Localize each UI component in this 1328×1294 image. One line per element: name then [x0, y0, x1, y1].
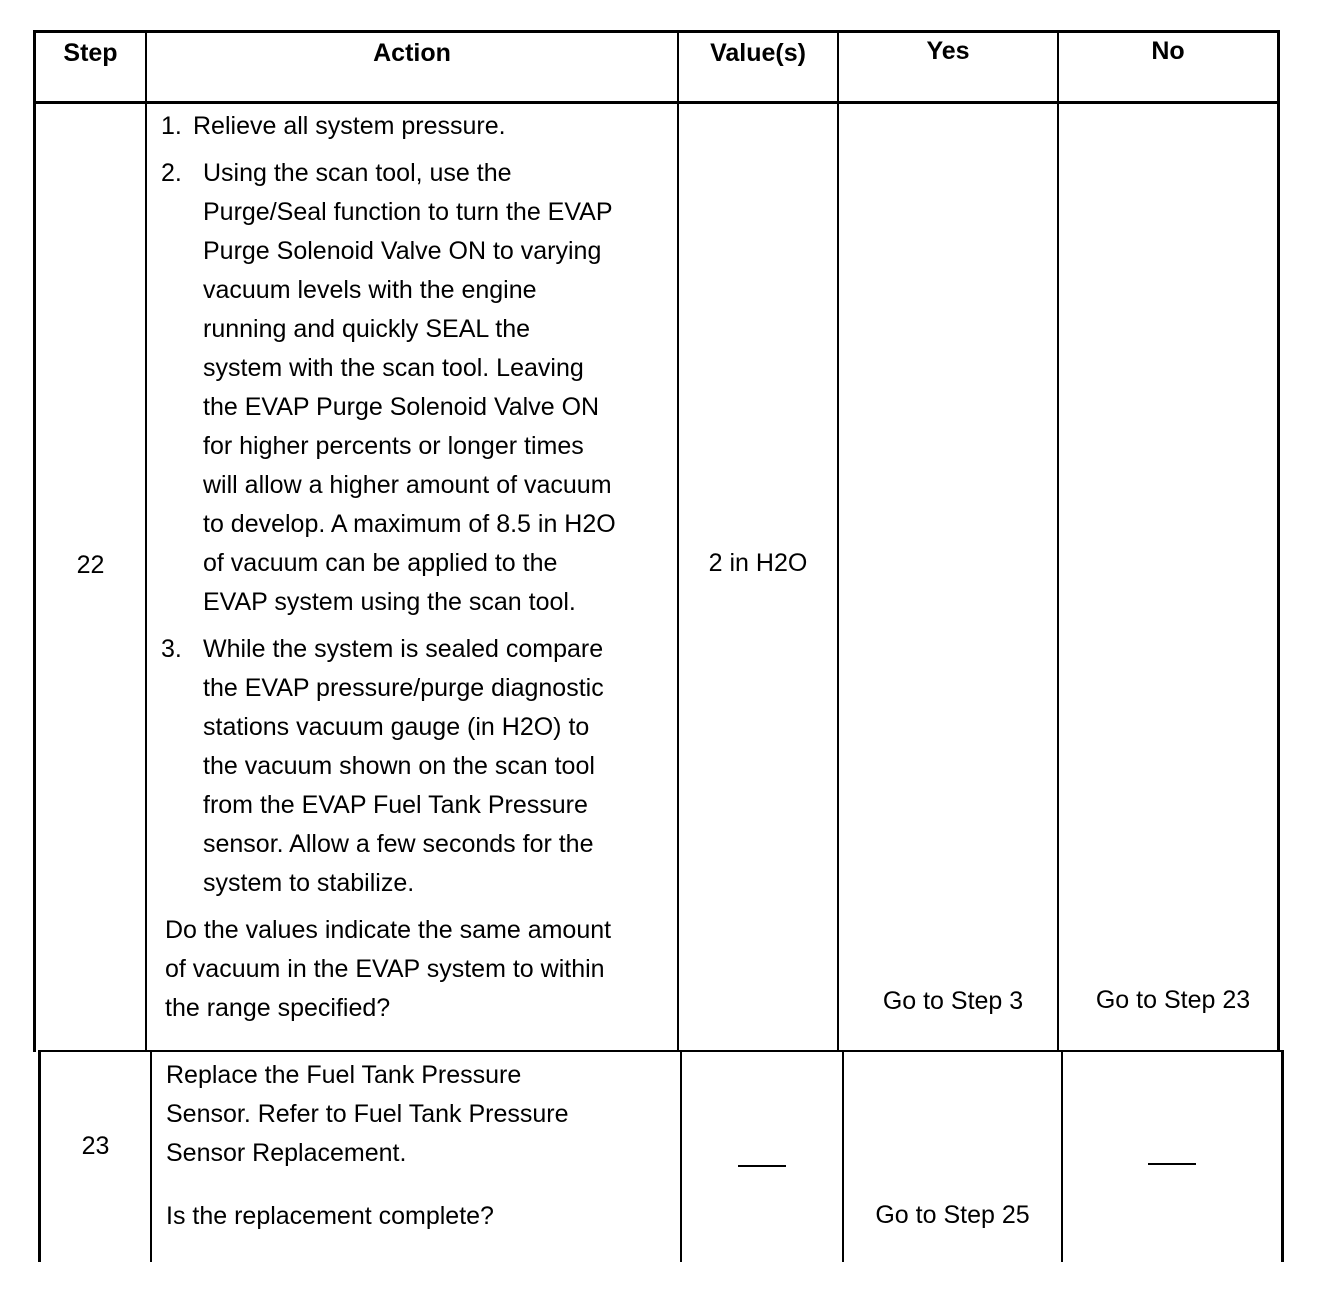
action-steps-list [161, 107, 676, 903]
col-border-right [1281, 1050, 1284, 1262]
action-cell [161, 107, 676, 1028]
action-question: Is the replacement complete? [166, 1202, 494, 1230]
value-cell [682, 1140, 842, 1179]
action-step [161, 154, 676, 622]
col-border-left [33, 30, 36, 1052]
action-step-number: 1. [161, 112, 182, 140]
header-step: Step [63, 39, 118, 67]
row-divider [38, 1050, 1284, 1052]
action-text: Replace the Fuel Tank Pressure Sensor. Refer to Fuel Tank Pressure Sensor Replacement. [166, 1061, 569, 1167]
dash-placeholder [1148, 1163, 1196, 1165]
col-border-yes-no [1057, 30, 1059, 1052]
table-top-border [33, 30, 1280, 33]
col-border-action-value [677, 30, 679, 1052]
step-number: 23 [81, 1132, 110, 1160]
header-action: Action [373, 39, 451, 67]
no-cell [1063, 1138, 1281, 1177]
action-step [161, 630, 676, 903]
action-step-text: While the system is sealed compare the EVAP pressure/purge diagnostic stations vacuum gauge (in H2O) to the vacuum shown on the scan tool from the EVAP Fuel Tank Pressure sensor. Allow a few seconds for the system to stabilize. [203, 635, 604, 897]
col-border-right [1277, 30, 1280, 1052]
col-border-value-yes [837, 30, 839, 1052]
yes-cell: Go to Step 25 [875, 1201, 1030, 1229]
action-question: Do the values indicate the same amount of vacuum in the EVAP system to within the range specified? [165, 916, 612, 1022]
col-border-step-action [150, 1050, 152, 1262]
action-step-number: 2. [161, 159, 182, 187]
step-number: 22 [76, 551, 105, 579]
action-cell [166, 1056, 676, 1236]
action-step-text: Using the scan tool, use the Purge/Seal function to turn the EVAP Purge Solenoid Valve ON to varying vacuum levels with the engine running and quickly SEAL the system with the scan tool. Leaving the EVAP Purge Solenoid Valve ON for higher percents or longer times will allow a higher amount of vacuum to develop. A maximum of 8.5 in H2O of vacuum can be applied to the EVAP system using the scan tool. [203, 159, 616, 616]
header-no: No [1151, 37, 1185, 65]
no-cell: Go to Step 23 [1095, 986, 1251, 1014]
dash-placeholder [738, 1165, 786, 1167]
header-values: Value(s) [710, 39, 806, 67]
action-step [161, 107, 676, 146]
action-step-number: 3. [161, 635, 182, 663]
yes-cell: Go to Step 3 [882, 987, 1024, 1015]
value-cell: 2 in H2O [708, 549, 808, 577]
header-yes: Yes [926, 37, 970, 65]
col-border-step-action [145, 30, 147, 1052]
header-bottom-border [33, 101, 1280, 104]
action-step-text: Relieve all system pressure. [193, 112, 506, 140]
